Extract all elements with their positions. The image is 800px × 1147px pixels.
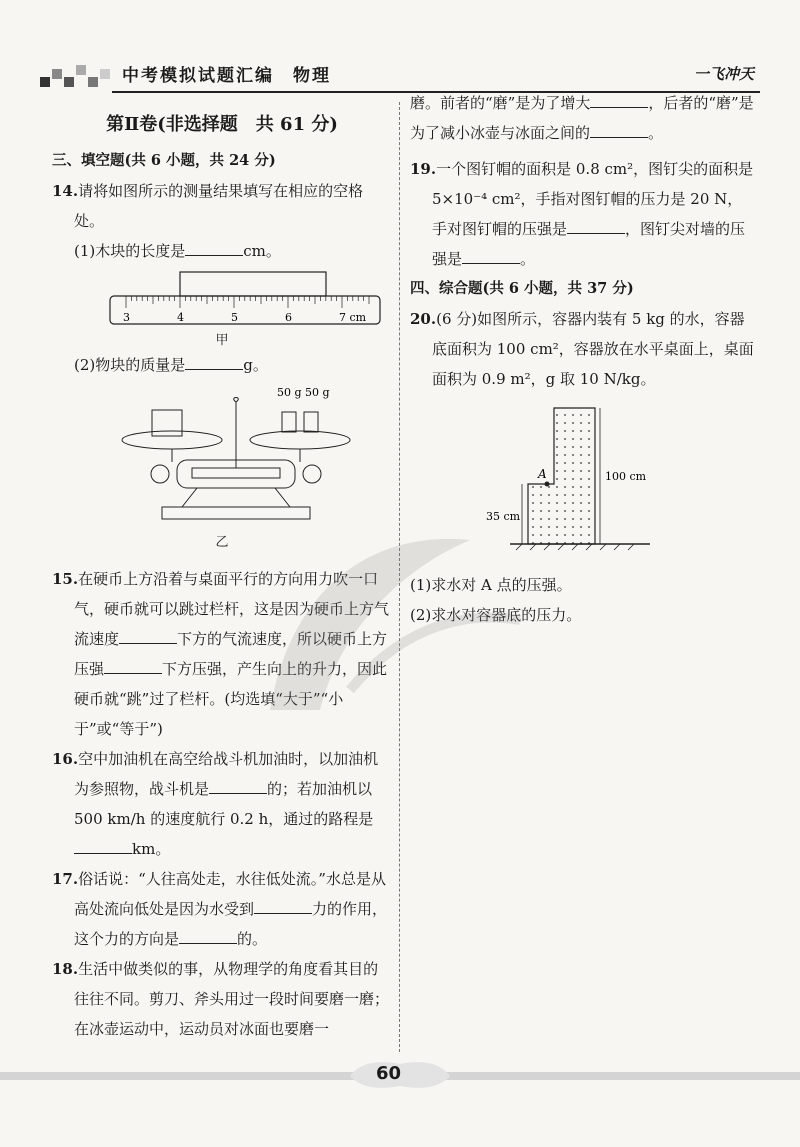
q19-text: 一个图钉帽的面积是 0.8 cm²，图钉尖的面积是 5×10⁻⁴ cm²，手指对图钉帽的压力是 20 N，手对图钉帽的压强是 [432, 160, 754, 238]
watermark-logo [230, 510, 530, 730]
pointer [234, 398, 239, 469]
q15-text: 下方压强，产生向上的升力，因此硬币就“跳”过了栏杆。(均选填“大于”“小于”或“等于”) [74, 660, 388, 738]
ruler-figure [102, 268, 392, 330]
q20-text: (6 分)如图所示，容器内装有 5 kg 的水，容器底面积为 100 cm²，容器放在水平桌面上，桌面面积为 0.9 m²，g 取 10 N/kg。 [432, 310, 754, 388]
answer-blank[interactable] [74, 835, 132, 854]
answer-blank[interactable] [209, 775, 267, 794]
tick-label-3: 3 [123, 311, 130, 324]
right-pan [250, 431, 350, 449]
scale-window [192, 468, 280, 478]
answer-blank[interactable] [567, 215, 625, 234]
q14-sub2 [52, 350, 392, 380]
q18-text: 。 [648, 124, 664, 142]
checker-decoration [40, 61, 112, 91]
object-block [152, 410, 182, 436]
label-35cm: 35 cm [486, 510, 521, 523]
q14-sub2-unit: g。 [243, 356, 268, 374]
answer-blank[interactable] [185, 237, 243, 256]
q16-text: 的；若加油机以 500 km/h 的速度航行 0.2 h，通过的路程是 [74, 780, 374, 828]
q14-sub2-text: (2)物块的质量是 [74, 356, 186, 374]
figure-caption-yi: 乙 [215, 535, 229, 550]
question-number: 20. [410, 310, 437, 328]
question-number: 19. [410, 160, 437, 178]
q18-text: 磨。前者的“磨”是为了增大 [410, 94, 591, 112]
question-17 [52, 864, 392, 954]
tick-label-7: 7 cm [339, 311, 367, 324]
figure-caption-jia: 甲 [215, 333, 229, 348]
page-number: 60 [376, 1063, 402, 1084]
label-A: A [538, 467, 547, 481]
q14-sub1-unit: cm。 [243, 242, 281, 260]
question-20 [410, 304, 755, 394]
question-19 [410, 154, 755, 274]
tick-label-4: 4 [177, 311, 184, 324]
part4-title: 四、综合题(共 6 小题，共 37 分) [410, 280, 634, 297]
question-18 [52, 954, 392, 1044]
q14-sub1-text: (1)木块的长度是 [74, 242, 186, 260]
q19-text: ，图钉尖对墙的压强是 [432, 220, 746, 268]
answer-blank[interactable] [590, 89, 648, 108]
weight-1 [282, 412, 296, 432]
question-16 [52, 744, 392, 864]
question-number: 14. [52, 182, 79, 200]
left-pan [122, 431, 222, 449]
question-number: 18. [52, 960, 79, 978]
question-14 [52, 176, 392, 236]
weight-2 [304, 412, 318, 432]
tick-label-6: 6 [285, 311, 292, 324]
q16-text: km。 [132, 840, 171, 858]
part3-title: 三、填空题(共 6 小题，共 24 分) [52, 152, 276, 169]
ruler-ticks [126, 296, 369, 308]
answer-blank[interactable] [119, 625, 177, 644]
answer-blank[interactable] [462, 245, 520, 264]
q19-text: 。 [520, 250, 536, 268]
q18-text: ，后者的“磨”是为了减小冰壶与冰面之间的 [410, 94, 754, 142]
question-stem: 请将如图所示的测量结果填写在相应的空格处。 [74, 182, 364, 230]
answer-blank[interactable] [179, 925, 237, 944]
q20-sub1: (1)求水对 A 点的压强。 [410, 576, 572, 594]
label-100cm: 100 cm [605, 470, 647, 483]
ground-hatching [516, 544, 634, 550]
question-number: 17. [52, 870, 79, 888]
point-A [545, 482, 550, 487]
q17-text: 的。 [237, 930, 268, 948]
q18-text: 生活中做类似的事，从物理学的角度看其目的往往不同。剪刀、斧头用过一段时间要磨一磨；在冰壶运动中，运动员对冰面也要磨一 [74, 960, 390, 1038]
brand-logo-text: 一飞冲天 [693, 65, 754, 83]
q15-text: 在硬币上方沿着与桌面平行的方向用力吹一口气，硬币就可以跳过栏杆，这是因为硬币上方气流速度 [74, 570, 390, 648]
answer-blank[interactable] [254, 895, 312, 914]
wood-block [180, 272, 326, 296]
answer-blank[interactable] [590, 119, 648, 138]
q15-text: 下方的气流速度，所以硬币上方压强 [74, 630, 388, 678]
question-number: 16. [52, 750, 79, 768]
q17-text: 俗话说：“人往高处走，水往低处流。”水总是从高处流向低处是因为水受到 [74, 870, 386, 918]
answer-blank[interactable] [185, 351, 243, 370]
question-18-continued [410, 88, 755, 148]
q20-sub2: (2)求水对容器底的压力。 [410, 606, 582, 624]
q14-sub1 [52, 236, 392, 266]
q17-text: 力的作用，这个力的方向是 [74, 900, 388, 948]
tick-label-5: 5 [231, 311, 238, 324]
book-title: 中考模拟试题汇编 物理 [122, 66, 331, 86]
section-title: 第Ⅱ卷(非选择题 共 61 分) [106, 114, 338, 135]
weights-label: 50 g 50 g [277, 386, 330, 399]
question-number: 15. [52, 570, 79, 588]
q16-text: 空中加油机在高空给战斗机加油时，以加油机为参照物，战斗机是 [74, 750, 379, 798]
answer-blank[interactable] [104, 655, 162, 674]
